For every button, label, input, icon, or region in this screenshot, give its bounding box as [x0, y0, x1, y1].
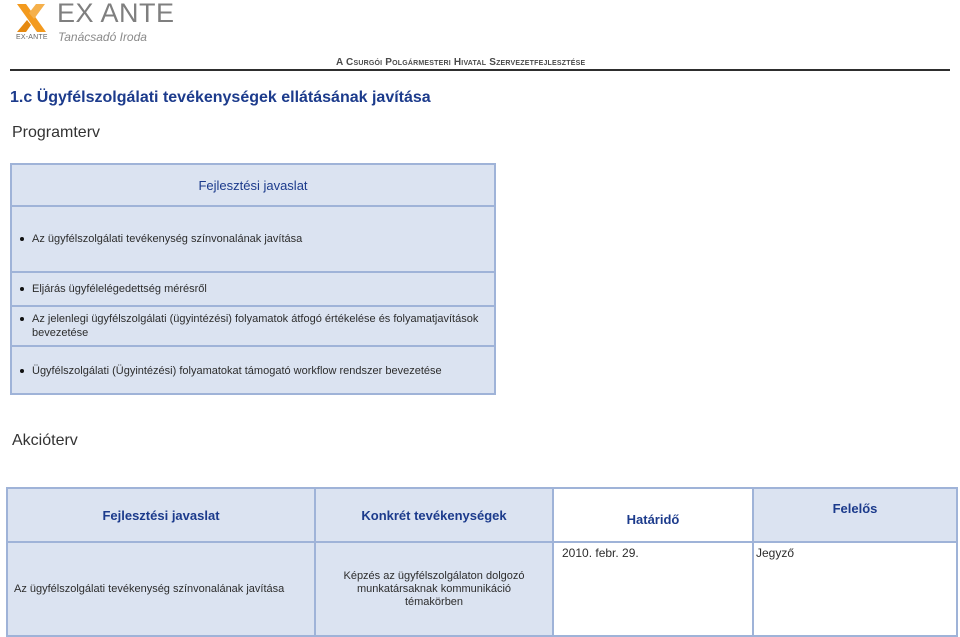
ex-ante-logo [14, 2, 184, 46]
program-item: Az ügyfélszolgálati tevékenység színvonalának javítása [32, 232, 494, 246]
column-header: Fejlesztési javaslat [7, 488, 315, 542]
program-item: Az jelenlegi ügyfélszolgálati (ügyintézési) folyamatok átfogó értékelése és folyamatjavítások bevezetése [32, 312, 494, 340]
column-header: Konkrét tevékenységek [315, 488, 553, 542]
program-row [12, 207, 494, 273]
program-row [12, 307, 494, 347]
x-mark-icon [14, 2, 50, 34]
document-title: A Csurgói Polgármesteri Hivatal Szervezetfejlesztése [336, 57, 586, 68]
logo-mark-label: EX-ANTE [16, 34, 48, 41]
activity-cell: Képzés az ügyfélszolgálaton dolgozó munkatársaknak kommunikáció témakörben [315, 542, 553, 636]
program-item: Ügyfélszolgálati (Ügyintézési) folyamatokat támogató workflow rendszer bevezetése [32, 364, 494, 378]
action-table [6, 487, 958, 637]
header-divider [10, 69, 950, 71]
programterv-heading: Programterv [12, 124, 101, 141]
owner-cell [753, 542, 957, 636]
logo-name: EX ANTE [57, 0, 175, 28]
deadline-cell [553, 542, 753, 636]
column-header: Felelős [753, 488, 957, 542]
action-row [7, 542, 957, 636]
action-table-header-row [7, 488, 957, 542]
program-table-header: Fejlesztési javaslat [12, 165, 494, 207]
program-row [12, 347, 494, 395]
logo-subtitle: Tanácsadó Iroda [58, 30, 147, 44]
deadline-value: 2010. febr. 29. [562, 546, 639, 560]
owner-value: Jegyző [756, 546, 795, 560]
proposal-cell: Az ügyfélszolgálati tevékenység színvonalának javítása [7, 542, 315, 636]
akcioterv-heading: Akcióterv [12, 432, 78, 449]
program-row [12, 273, 494, 307]
program-item: Eljárás ügyfélelégedettség mérésről [32, 282, 494, 296]
program-table [10, 163, 496, 395]
column-header: Határidő [553, 488, 753, 542]
section-title: 1.c Ügyfélszolgálati tevékenységek ellátásának javítása [10, 89, 431, 106]
